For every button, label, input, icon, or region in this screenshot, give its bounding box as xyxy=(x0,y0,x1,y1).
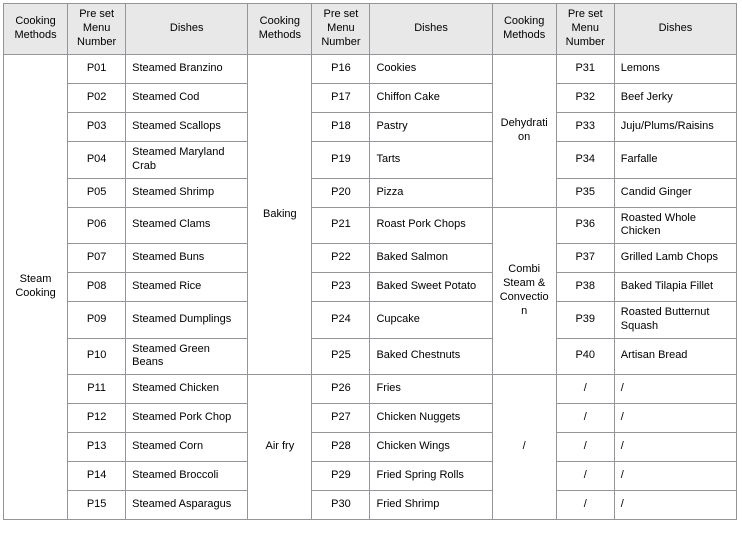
header-preset-number-1: Pre set Menu Number xyxy=(68,4,126,55)
table-row xyxy=(4,433,737,462)
preset-number: P20 xyxy=(312,178,370,207)
preset-number: P30 xyxy=(312,491,370,520)
preset-number: P14 xyxy=(68,462,126,491)
dish-name: Fried Shrimp xyxy=(370,491,492,520)
preset-number: P03 xyxy=(68,113,126,142)
dish-name: Steamed Scallops xyxy=(126,113,248,142)
dish-name: Fried Spring Rolls xyxy=(370,462,492,491)
preset-number: P21 xyxy=(312,207,370,244)
dish-name: Steamed Corn xyxy=(126,433,248,462)
dish-name: Lemons xyxy=(614,55,736,84)
table-row xyxy=(4,113,737,142)
preset-number: P24 xyxy=(312,302,370,339)
preset-number: P10 xyxy=(68,338,126,375)
preset-number: P27 xyxy=(312,404,370,433)
dish-name: Steamed Shrimp xyxy=(126,178,248,207)
preset-number: P25 xyxy=(312,338,370,375)
method-none: / xyxy=(492,375,556,520)
preset-number: P32 xyxy=(556,84,614,113)
table-row xyxy=(4,244,737,273)
preset-number: P28 xyxy=(312,433,370,462)
table-row xyxy=(4,338,737,375)
table-row xyxy=(4,55,737,84)
table-row xyxy=(4,273,737,302)
dish-name: Steamed Buns xyxy=(126,244,248,273)
dish-name: Cupcake xyxy=(370,302,492,339)
preset-number: / xyxy=(556,462,614,491)
dish-name: / xyxy=(614,462,736,491)
dish-name: Pastry xyxy=(370,113,492,142)
preset-number: P04 xyxy=(68,142,126,179)
dish-name: Steamed Green Beans xyxy=(126,338,248,375)
preset-number: P23 xyxy=(312,273,370,302)
dish-name: Roasted Whole Chicken xyxy=(614,207,736,244)
preset-number: P12 xyxy=(68,404,126,433)
dish-name: / xyxy=(614,375,736,404)
dish-name: Juju/Plums/Raisins xyxy=(614,113,736,142)
table-row xyxy=(4,491,737,520)
preset-number: P29 xyxy=(312,462,370,491)
method-air-fry: Air fry xyxy=(248,375,312,520)
dish-name: Chicken Nuggets xyxy=(370,404,492,433)
method-steam-cooking: Steam Cooking xyxy=(4,55,68,520)
dish-name: Grilled Lamb Chops xyxy=(614,244,736,273)
table-row xyxy=(4,178,737,207)
header-cooking-methods-3: Cooking Methods xyxy=(492,4,556,55)
header-dishes-3: Dishes xyxy=(614,4,736,55)
table-row xyxy=(4,404,737,433)
preset-number: P08 xyxy=(68,273,126,302)
dish-name: Pizza xyxy=(370,178,492,207)
dish-name: Steamed Clams xyxy=(126,207,248,244)
preset-number: / xyxy=(556,433,614,462)
preset-number: P16 xyxy=(312,55,370,84)
header-preset-number-2: Pre set Menu Number xyxy=(312,4,370,55)
method-dehydration: Dehydration xyxy=(492,55,556,208)
dish-name: Chicken Wings xyxy=(370,433,492,462)
preset-number: P06 xyxy=(68,207,126,244)
preset-number: P34 xyxy=(556,142,614,179)
dish-name: Baked Sweet Potato xyxy=(370,273,492,302)
preset-number: P33 xyxy=(556,113,614,142)
table-row xyxy=(4,207,737,244)
header-dishes-1: Dishes xyxy=(126,4,248,55)
dish-name: / xyxy=(614,491,736,520)
preset-number: P36 xyxy=(556,207,614,244)
preset-number: P39 xyxy=(556,302,614,339)
preset-number: P11 xyxy=(68,375,126,404)
dish-name: Steamed Pork Chop xyxy=(126,404,248,433)
dish-name: / xyxy=(614,433,736,462)
preset-number: P02 xyxy=(68,84,126,113)
method-combi-steam-convection: Combi Steam & Convection xyxy=(492,207,556,375)
preset-number: P38 xyxy=(556,273,614,302)
table-header xyxy=(4,4,737,55)
preset-number: P13 xyxy=(68,433,126,462)
table-row xyxy=(4,302,737,339)
dish-name: / xyxy=(614,404,736,433)
dish-name: Beef Jerky xyxy=(614,84,736,113)
preset-number: / xyxy=(556,404,614,433)
dish-name: Steamed Branzino xyxy=(126,55,248,84)
preset-number: P31 xyxy=(556,55,614,84)
dish-name: Steamed Maryland Crab xyxy=(126,142,248,179)
dish-name: Artisan Bread xyxy=(614,338,736,375)
header-dishes-2: Dishes xyxy=(370,4,492,55)
dish-name: Steamed Asparagus xyxy=(126,491,248,520)
preset-number: P18 xyxy=(312,113,370,142)
preset-number: P22 xyxy=(312,244,370,273)
preset-number: P01 xyxy=(68,55,126,84)
preset-number: / xyxy=(556,375,614,404)
preset-number: P26 xyxy=(312,375,370,404)
preset-number: P05 xyxy=(68,178,126,207)
table-row xyxy=(4,462,737,491)
preset-number: / xyxy=(556,491,614,520)
table-row xyxy=(4,84,737,113)
table-row xyxy=(4,375,737,404)
preset-number: P15 xyxy=(68,491,126,520)
dish-name: Baked Salmon xyxy=(370,244,492,273)
dish-name: Steamed Dumplings xyxy=(126,302,248,339)
header-row xyxy=(4,4,737,55)
dish-name: Farfalle xyxy=(614,142,736,179)
header-cooking-methods-2: Cooking Methods xyxy=(248,4,312,55)
method-baking: Baking xyxy=(248,55,312,375)
dish-name: Baked Tilapia Fillet xyxy=(614,273,736,302)
dish-name: Chiffon Cake xyxy=(370,84,492,113)
preset-number: P40 xyxy=(556,338,614,375)
dish-name: Candid Ginger xyxy=(614,178,736,207)
dish-name: Baked Chestnuts xyxy=(370,338,492,375)
table-body xyxy=(4,55,737,520)
preset-number: P37 xyxy=(556,244,614,273)
dish-name: Cookies xyxy=(370,55,492,84)
dish-name: Roast Pork Chops xyxy=(370,207,492,244)
dish-name: Steamed Cod xyxy=(126,84,248,113)
preset-number: P35 xyxy=(556,178,614,207)
dish-name: Steamed Rice xyxy=(126,273,248,302)
dish-name: Roasted Butternut Squash xyxy=(614,302,736,339)
preset-number: P09 xyxy=(68,302,126,339)
preset-number: P17 xyxy=(312,84,370,113)
preset-menu-table xyxy=(3,3,737,520)
header-cooking-methods-1: Cooking Methods xyxy=(4,4,68,55)
dish-name: Fries xyxy=(370,375,492,404)
table-row xyxy=(4,142,737,179)
dish-name: Steamed Chicken xyxy=(126,375,248,404)
dish-name: Tarts xyxy=(370,142,492,179)
dish-name: Steamed Broccoli xyxy=(126,462,248,491)
header-preset-number-3: Pre set Menu Number xyxy=(556,4,614,55)
preset-number: P07 xyxy=(68,244,126,273)
preset-number: P19 xyxy=(312,142,370,179)
